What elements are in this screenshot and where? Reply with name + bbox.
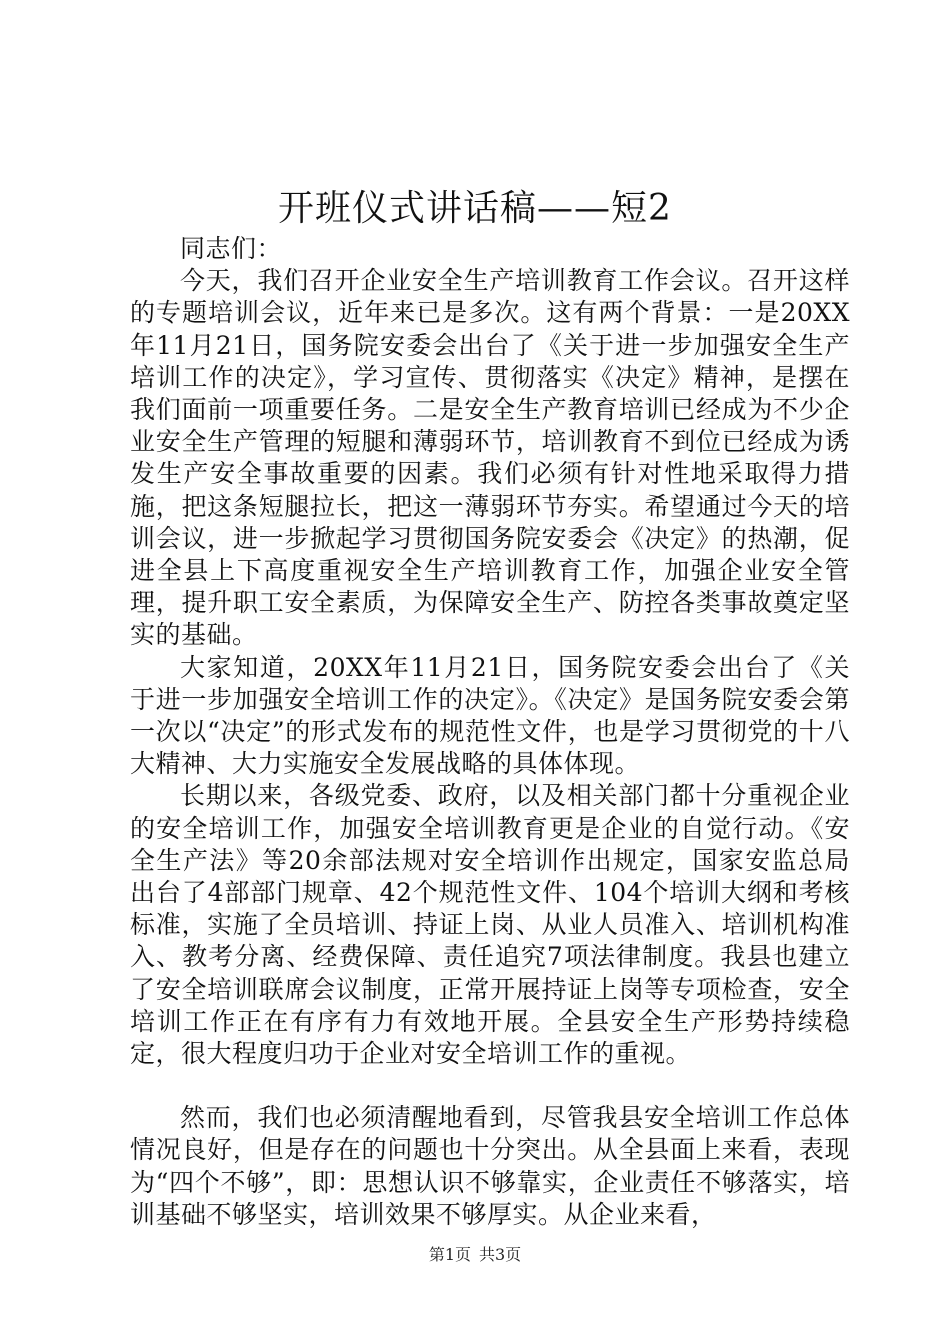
page-number: 第1页 <box>428 1245 471 1264</box>
paragraph-3: 长期以来，各级党委、政府，以及相关部门都十分重视企业的安全培训工作，加强安全培训教育更是企业的自觉行动。《安全生产法》等20余部法规对安全培训作出规定，国家安监总局出台了4部部门规章、42个规范性文件、104个培训大纲和考核标准，实施了全员培训、持证上岗、从业人员准入、培训机构准入、教考分离、经费保障、责任追究7项法律制度。我县也建立了安全培训联席会议制度，正常开展持证上岗等专项检查，安全培训工作正在有序有力有效地开展。全县安全生产形势持续稳定，很大程度归功于企业对安全培训工作的重视。 <box>130 781 850 1069</box>
document-body <box>130 233 850 1231</box>
page-footer <box>0 1244 950 1266</box>
greeting: 同志们： <box>180 234 283 263</box>
page-total: 共3页 <box>479 1245 522 1264</box>
paragraph-1: 今天，我们召开企业安全生产培训教育工作会议。召开这样的专题培训会议，近年来已是多次。这有两个背景：一是20XX年11月21日，国务院安委会出台了《关于进一步加强安全生产培训工作的决定》，学习宣传、贯彻落实《决定》精神，是摆在我们面前一项重要任务。二是安全生产教育培训已经成为不少企业安全生产管理的短腿和薄弱环节，培训教育不到位已经成为诱发生产安全事故重要的因素。我们必须有针对性地采取得力措施，把这条短腿拉长，把这一薄弱环节夯实。希望通过今天的培训会议，进一步掀起学习贯彻国务院安委会《决定》的热潮，促进全县上下高度重视安全生产培训教育工作，加强企业安全管理，提升职工安全素质，为保障安全生产、防控各类事故奠定坚实的基础。 <box>130 266 850 650</box>
paragraph-4: 然而，我们也必须清醒地看到，尽管我县安全培训工作总体情况良好，但是存在的问题也十分突出。从全县面上来看，表现为“四个不够”，即：思想认识不够靠实，企业责任不够落实，培训基础不够坚实，培训效果不够厚实。从企业来看， <box>130 1103 850 1229</box>
paragraph-2: 大家知道，20XX年11月21日，国务院安委会出台了《关于进一步加强安全培训工作的决定》。《决定》是国务院安委会第一次以“决定”的形式发布的规范性文件，也是学习贯彻党的十八大精神、大力实施安全发展战略的具体体现。 <box>130 652 850 779</box>
document-title: 开班仪式讲话稿——短2 <box>278 188 672 229</box>
